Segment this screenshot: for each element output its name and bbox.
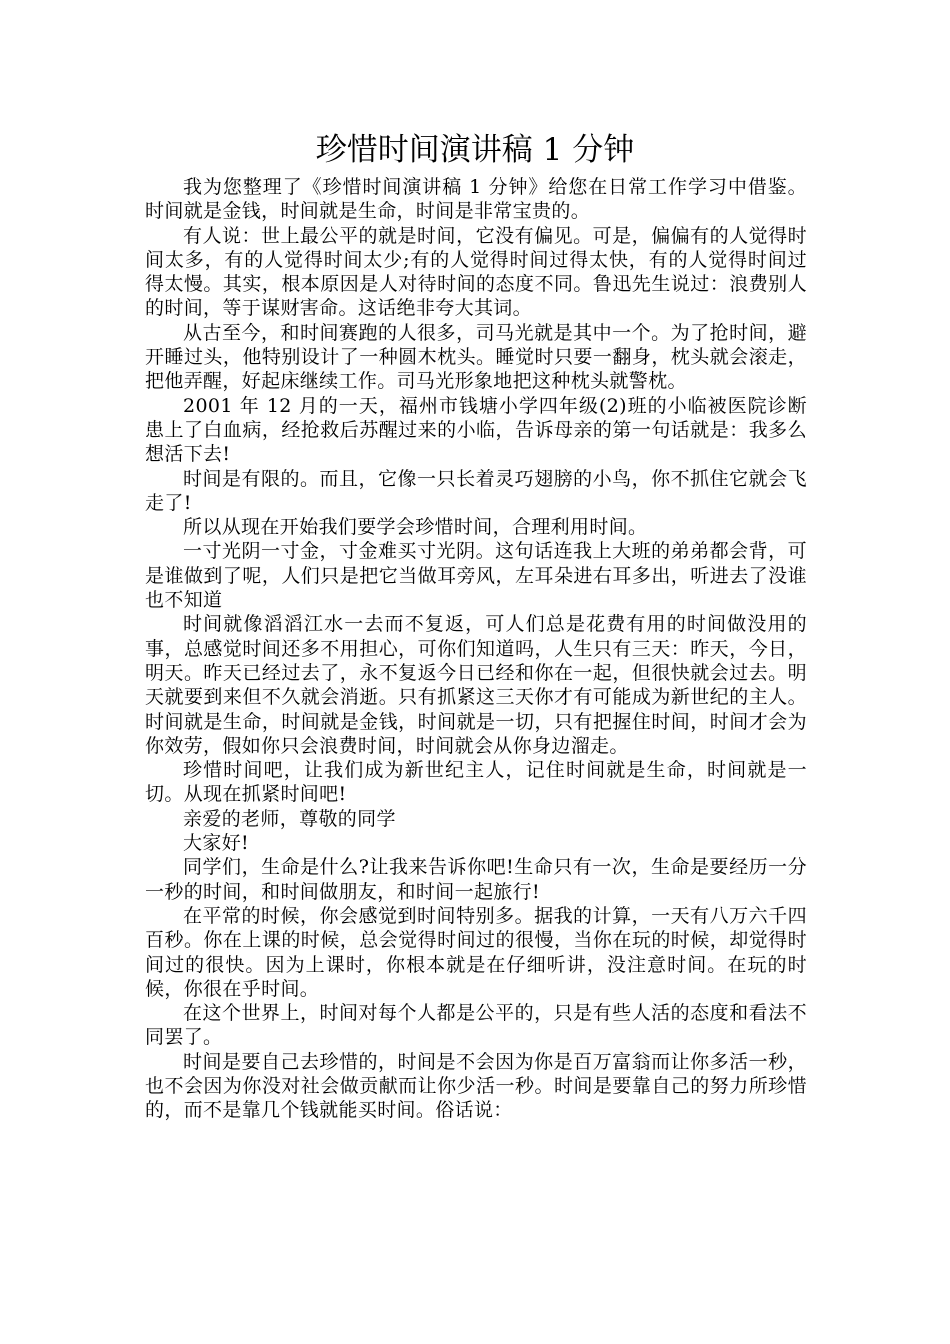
document-title: 珍惜时间演讲稿 1 分钟 (315, 132, 635, 168)
paragraph-15: 时间是要自己去珍惜的，时间是不会因为你是百万富翁而让你多活一秒，也不会因为你没对社会做贡献而让你少活一秒。时间是要靠自己的努力所珍惜的，而不是靠几个钱就能买时间。俗话说： (145, 1050, 807, 1122)
paragraph-4: 2001 年 12 月的一天，福州市钱塘小学四年级(2)班的小临被医院诊断患上了白血病，经抢救后苏醒过来的小临，告诉母亲的第一句话就是：我多么想活下去! (145, 394, 807, 466)
paragraph-12: 同学们，生命是什么?让我来告诉你吧!生命只有一次，生命是要经历一分一秒的时间，和时间做朋友，和时间一起旅行! (145, 856, 807, 903)
paragraph-14: 在这个世界上，时间对每个人都是公平的，只是有些人活的态度和看法不同罢了。 (145, 1002, 807, 1049)
paragraph-5: 时间是有限的。而且，它像一只长着灵巧翅膀的小鸟，你不抓住它就会飞走了! (145, 467, 807, 514)
paragraph-1: 我为您整理了《珍惜时间演讲稿 1 分钟》给您在日常工作学习中借鉴。时间就是金钱，时间就是生命，时间是非常宝贵的。 (145, 176, 807, 223)
greeting-everyone: 大家好! (183, 832, 250, 855)
greeting-teachers: 亲爱的老师，尊敬的同学 (183, 807, 396, 830)
paragraph-13: 在平常的时候，你会感觉到时间特别多。据我的计算，一天有八万六千四百秒。你在上课的时候，总会觉得时间过的很慢，当你在玩的时候，却觉得时间过的很快。因为上课时，你根本就是在仔细听讲，没注意时间。在玩的时候，你很在乎时间。 (145, 904, 807, 1000)
paragraph-2: 有人说：世上最公平的就是时间，它没有偏见。可是，偏偏有的人觉得时间太多，有的人觉得时间太少;有的人觉得时间过得太快，有的人觉得时间过得太慢。其实，根本原因是人对待时间的态度不同。鲁迅先生说过：浪费别人的时间，等于谋财害命。这话绝非夸大其词。 (145, 224, 807, 320)
paragraph-9: 珍惜时间吧，让我们成为新世纪主人，记住时间就是生命，时间就是一切。从现在抓紧时间吧! (145, 759, 807, 806)
paragraph-6: 所以从现在开始我们要学会珍惜时间，合理利用时间。 (183, 516, 648, 539)
paragraph-7: 一寸光阴一寸金，寸金难买寸光阴。这句话连我上大班的弟弟都会背，可是谁做到了呢，人们只是把它当做耳旁风，左耳朵进右耳多出，听进去了没谁也不知道 (145, 540, 807, 612)
document-body (145, 175, 807, 1123)
paragraph-3: 从古至今，和时间赛跑的人很多，司马光就是其中一个。为了抢时间，避开睡过头，他特别设计了一种圆木枕头。睡觉时只要一翻身，枕头就会滚走，把他弄醒，好起床继续工作。司马光形象地把这种枕头就警枕。 (145, 321, 807, 393)
paragraph-8: 时间就像滔滔江水一去而不复返，可人们总是花费有用的时间做没用的事，总感觉时间还多不用担心，可你们知道吗，人生只有三天：昨天，今日，明天。昨天已经过去了，永不复返今日已经和你在一起，但很快就会过去。明天就要到来但不久就会消逝。只有抓紧这三天你才有可能成为新世纪的主人。时间就是生命，时间就是金钱，时间就是一切，只有把握住时间，时间才会为你效劳，假如你只会浪费时间，时间就会从你身边溜走。 (145, 613, 807, 757)
